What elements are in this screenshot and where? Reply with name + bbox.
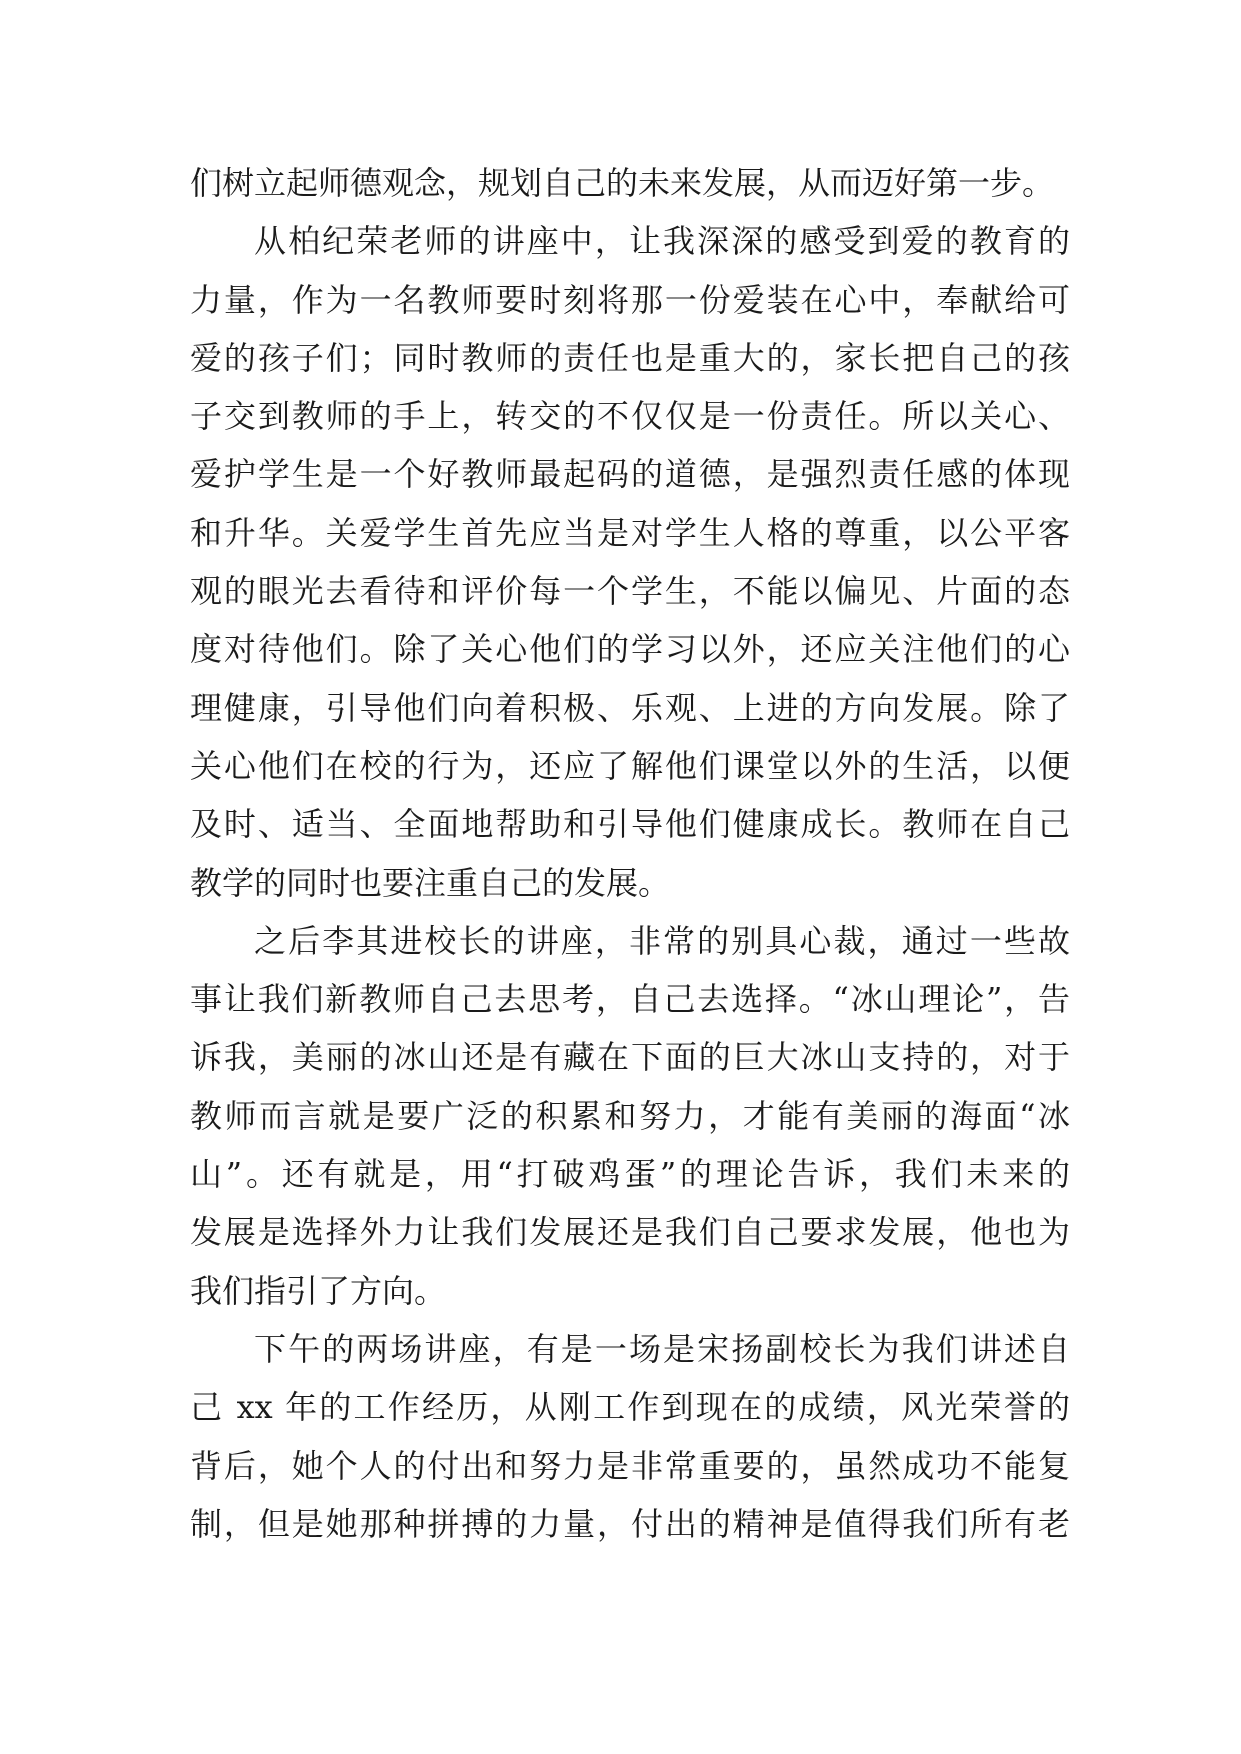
text-line: 理健康，引导他们向着积极、乐观、上进的方向发展。除了 (190, 688, 1070, 727)
text-line: 背后，她个人的付出和努力是非常重要的，虽然成功不能复 (190, 1446, 1070, 1485)
text-line: 们树立起师德观念，规划自己的未来发展，从而迈好第一步。 (190, 164, 1055, 202)
text-line: 和升华。关爱学生首先应当是对学生人格的尊重，以公平客 (190, 513, 1070, 552)
text-line: 度对待他们。除了关心他们的学习以外，还应关注他们的心 (190, 630, 1070, 669)
text-line: 教师而言就是要广泛的积累和努力，才能有美丽的海面“冰 (190, 1096, 1070, 1135)
text-line: 爱的孩子们；同时教师的责任也是重大的，家长把自己的孩 (190, 338, 1070, 377)
text-line: 观的眼光去看待和评价每一个学生，不能以偏见、片面的态 (190, 572, 1070, 611)
text-line: 山”。还有就是，用“打破鸡蛋”的理论告诉，我们未来的 (190, 1155, 1070, 1194)
text-line: 之后李其进校长的讲座，非常的别具心裁，通过一些故 (254, 921, 1070, 960)
text-line: 关心他们在校的行为，还应了解他们课堂以外的生活，以便 (190, 746, 1070, 785)
text-line: 事让我们新教师自己去思考，自己去选择。“冰山理论”，告 (190, 980, 1070, 1019)
text-line: 爱护学生是一个好教师最起码的道德，是强烈责任感的体现 (190, 455, 1070, 494)
text-line: 制，但是她那种拼搏的力量，付出的精神是值得我们所有老 (190, 1504, 1070, 1543)
text-line: 教学的同时也要注重自己的发展。 (190, 863, 671, 902)
text-line: 我们指引了方向。 (190, 1271, 447, 1310)
text-line: 发展是选择外力让我们发展还是我们自己要求发展，他也为 (190, 1213, 1070, 1252)
body-text (190, 154, 1070, 1553)
text-line: 诉我，美丽的冰山还是有藏在下面的巨大冰山支持的，对于 (190, 1038, 1070, 1077)
text-line: 力量，作为一名教师要时刻将那一份爱装在心中，奉献给可 (190, 280, 1070, 319)
text-line: 从柏纪荣老师的讲座中，让我深深的感受到爱的教育的 (254, 222, 1070, 261)
text-line: 下午的两场讲座，有是一场是宋扬副校长为我们讲述自 (254, 1329, 1070, 1368)
text-line: 己 xx 年的工作经历，从刚工作到现在的成绩，风光荣誉的 (190, 1388, 1070, 1427)
text-line: 子交到教师的手上，转交的不仅仅是一份责任。所以关心、 (190, 397, 1070, 436)
text-line: 及时、适当、全面地帮助和引导他们健康成长。教师在自己 (190, 805, 1070, 844)
